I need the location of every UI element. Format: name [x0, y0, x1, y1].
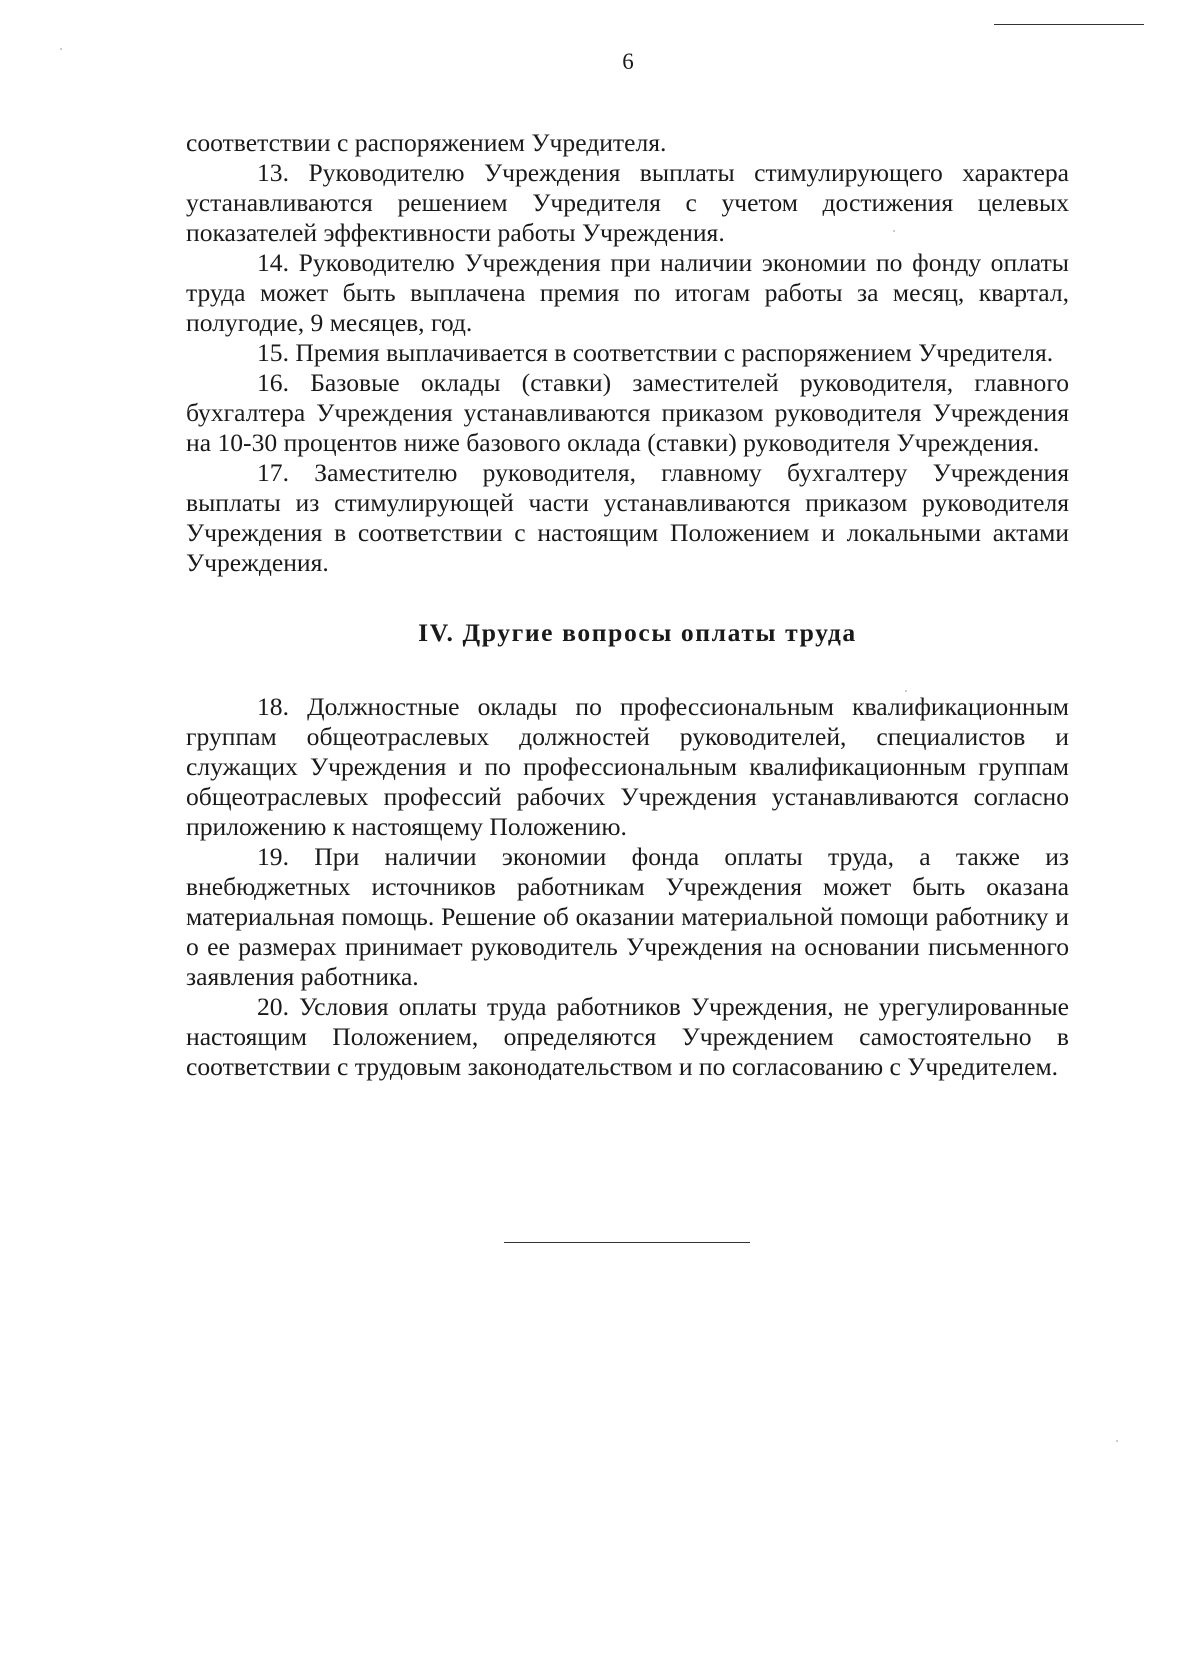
scan-speck [893, 230, 895, 232]
section-heading: IV. Другие вопросы оплаты труда [418, 618, 857, 647]
top-corner-rule [994, 24, 1144, 25]
paragraph-17: 17. Заместителю руководителя, главному бухгалтеру Учреждения выплаты из стимулирующей части устанавливаются приказом руководителя Учреждения в соответствии с настоящим Положением и локальными актами Учреждения. [186, 458, 1069, 577]
document-body [186, 128, 1069, 1082]
paragraph-18: 18. Должностные оклады по профессиональным квалификационным группам общеотраслевых должностей руководителей, специалистов и служащих Учреждения и по профессиональным квалификационным группам общеотраслевых профессий рабочих Учреждения устанавливаются согласно приложению к настоящему Положению. [186, 692, 1069, 841]
paragraph-20: 20. Условия оплаты труда работников Учреждения, не урегулированные настоящим Положением, определяются Учреждением самостоятельно в соответствии с трудовым законодательством и по согласованию с Учредителем. [186, 992, 1069, 1081]
paragraph-13: 13. Руководителю Учреждения выплаты стимулирующего характера устанавливаются решением Учредителя с учетом достижения целевых показателей эффективности работы Учреждения. [186, 158, 1069, 247]
scan-speck [60, 48, 62, 50]
end-of-document-rule [504, 1242, 750, 1243]
paragraph-14: 14. Руководителю Учреждения при наличии экономии по фонду оплаты труда может быть выплачена премия по итогам работы за месяц, квартал, полугодие, 9 месяцев, год. [186, 248, 1069, 337]
paragraph-19: 19. При наличии экономии фонда оплаты труда, а также из внебюджетных источников работникам Учреждения может быть оказана материальная помощь. Решение об оказании материальной помощи работнику и о ее размерах принимает руководитель Учреждения на основании письменного заявления работника. [186, 842, 1069, 991]
page-number: 6 [622, 49, 634, 74]
paragraph-16: 16. Базовые оклады (ставки) заместителей руководителя, главного бухгалтера Учреждения устанавливаются приказом руководителя Учреждения на 10-30 процентов ниже базового оклада (ставки) руководителя Учреждения. [186, 368, 1069, 457]
paragraph-15: 15. Премия выплачивается в соответствии с распоряжением Учредителя. [257, 338, 1054, 367]
paragraph-continuation: соответствии с распоряжением Учредителя. [186, 128, 667, 157]
scan-speck [905, 690, 907, 692]
scan-speck [1116, 1440, 1118, 1442]
